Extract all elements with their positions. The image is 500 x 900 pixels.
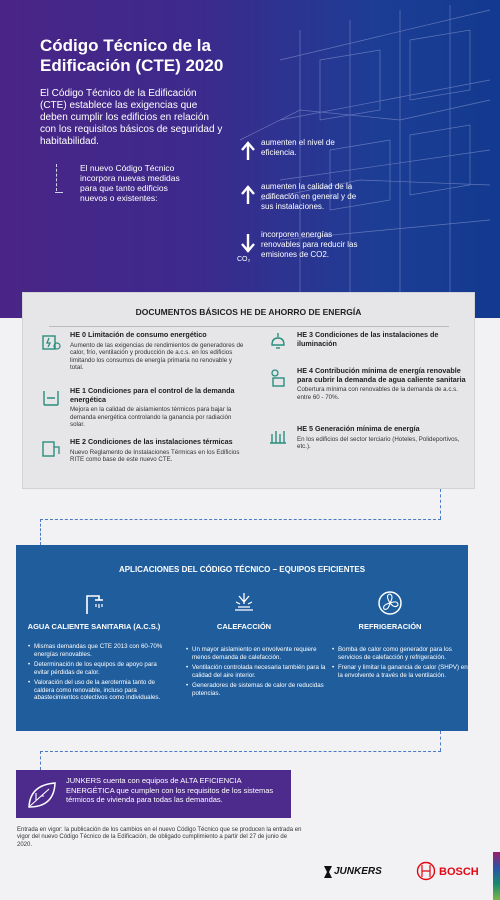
arrow-down-co2-icon — [239, 232, 257, 262]
hero-item-text: aumenten el nivel de eficiencia. — [261, 138, 335, 157]
bullet-item: • Bomba de calor como generador para los servicios de calefacción y refrigeración. — [332, 646, 472, 661]
doc-item-title: HE 2 Condiciones de las instalaciones térmicas — [70, 437, 233, 446]
fan-icon — [377, 590, 403, 616]
column-heading: AGUA CALIENTE SANITARIA (A.C.S.) — [27, 622, 161, 631]
junkers-callout — [16, 770, 291, 818]
junkers-logo: JUNKERS — [334, 866, 382, 877]
doc-item-title: HE 0 Limitación de consumo energético — [70, 330, 207, 339]
column-acs — [24, 590, 164, 701]
connector-line — [40, 751, 441, 752]
building-sketch-image — [240, 0, 500, 318]
shower-icon — [81, 590, 107, 616]
aplicaciones-panel — [16, 545, 468, 731]
heating-icon — [231, 590, 257, 616]
column-bullets — [332, 646, 472, 682]
column-bullets — [186, 646, 326, 700]
bullet-item: • Un mayor aislamiento en envolvente requiere menos demanda de calefacción. — [186, 646, 326, 661]
new-code-text: El nuevo Código Técnico incorpora nuevas medidas para que tanto edificios nuevos o existentes: — [80, 163, 180, 203]
doc-item-title: HE 4 Contribución mínima de energía renovable para cubrir la demanda de agua caliente sanitaria — [297, 366, 466, 384]
brand-logos — [322, 857, 500, 889]
energy-consumption-icon — [40, 331, 62, 353]
bullet-item: • Valoración del uso de la aerotermia tanto de caldera como renovable, incluso para abastecimientos colectivos como individuales. — [28, 679, 168, 702]
callout-text: JUNKERS cuenta con equipos de ALTA EFICIENCIA ENERGÉTICA que cumplen con los requisitos de los sistemas térmicos de vivienda para todas las demandas. — [66, 776, 274, 804]
column-refrigeracion — [320, 590, 468, 679]
doc-item-he2 — [70, 438, 245, 464]
connector-line — [40, 751, 41, 770]
doc-item-title: HE 5 Generación mínima de energía — [297, 424, 420, 433]
lamp-icon — [267, 331, 289, 353]
docs-title: DOCUMENTOS BÁSICOS HE DE AHORRO DE ENERGÍA — [135, 307, 362, 317]
bosch-armature-icon — [416, 861, 436, 881]
connector-line — [40, 519, 41, 545]
column-bullets — [28, 643, 168, 705]
doc-item-desc: Cobertura mínima con renovables de la demanda de a.c.s. entre 60 - 70%. — [297, 386, 458, 401]
bullet-item: • Generadores de sistemas de calor de reducidas potencias. — [186, 682, 326, 697]
junkers-logo-icon — [322, 865, 334, 879]
arrow-up-icon — [239, 184, 257, 206]
hero-item-text: aumenten la calidad de la edificación en general y de sus instalaciones. — [261, 182, 357, 211]
bracket-connector — [56, 164, 59, 191]
doc-item-desc: Mejora en la calidad de aislamientos térmicos para bajar la demanda energética controlando la ganancia por radiación solar. — [70, 406, 232, 429]
power-generation-icon — [267, 425, 289, 447]
doc-item-he0 — [70, 331, 245, 372]
bosch-logo: BOSCH — [439, 866, 479, 878]
doc-item-title: HE 3 Condiciones de las instalaciones de iluminación — [297, 330, 439, 348]
doc-item-he4 — [297, 367, 472, 401]
doc-item-desc: Nuevo Reglamento de Instalaciones Térmicas en los Edificios RITE como base de este nuevo CTE. — [70, 448, 240, 464]
hero-intro-text: El Código Técnico de la Edificación (CTE) establece las exigencias que deben cumplir los edificios en relación con los requisitos básicos de seguridad y habitabilidad. — [40, 88, 223, 147]
bullet-item: • Mismas demandas que CTE 2013 con 60-70% energías renovables. — [28, 643, 168, 658]
connector-line — [40, 519, 441, 520]
column-calefaccion — [174, 590, 326, 697]
bullet-item: • Ventilación controlada necesaria también para la calidad del aire interior. — [186, 664, 326, 679]
page-title: Código Técnico de la Edificación (CTE) 2020 — [40, 36, 224, 75]
apps-title: APLICACIONES DEL CÓDIGO TÉCNICO – EQUIPOS EFICIENTES — [118, 565, 366, 574]
column-heading: REFRIGERACIÓN — [358, 622, 422, 631]
doc-item-desc: Aumento de las exigencias de rendimientos de generadores de calor, frío, ventilación y producción de a.c.s. en los edificios limitando los consumos de energía primaria no renovable y total. — [70, 341, 244, 372]
doc-item-title: HE 1 Condiciones para el control de la demanda energética — [70, 386, 235, 404]
building-envelope-icon — [40, 387, 62, 409]
color-strip — [493, 852, 500, 900]
connector-line — [440, 731, 441, 751]
arrow-up-icon — [239, 140, 257, 162]
documentos-basicos-panel — [22, 292, 475, 489]
doc-item-he1 — [70, 387, 245, 429]
doc-item-he3 — [297, 331, 472, 348]
solar-water-icon — [267, 367, 289, 389]
svg-text:CO₂: CO₂ — [237, 256, 251, 263]
bullet-item: • Determinación de los equipos de apoyo para evitar pérdidas de calor. — [28, 661, 168, 676]
connector-line — [440, 489, 441, 519]
divider — [49, 326, 449, 327]
hero-item-text: incorporen energías renovables para reducir las emisiones de CO2. — [261, 230, 358, 259]
doc-item-desc: En los edificios del sector terciario (Hoteles, Polideportivos, etc.). — [297, 435, 460, 451]
column-heading: CALEFACCIÓN — [216, 622, 272, 631]
footnote: Entrada en vigor: la publicación de los cambios en el nuevo Código Técnico que se producen la entrada en vigor del nuevo Código Técnico de la Edificación, de obligado cumplimiento a partir del 27 de junio de 2020. — [17, 827, 302, 848]
hero-section — [0, 0, 500, 318]
doc-item-he5 — [297, 425, 472, 451]
thermal-installation-icon — [40, 438, 62, 460]
leaf-icon — [24, 777, 60, 813]
bullet-item: • Frenar y limitar la ganancia de calor (SHPV) en la envolvente a través de la ventilación. — [332, 664, 472, 679]
